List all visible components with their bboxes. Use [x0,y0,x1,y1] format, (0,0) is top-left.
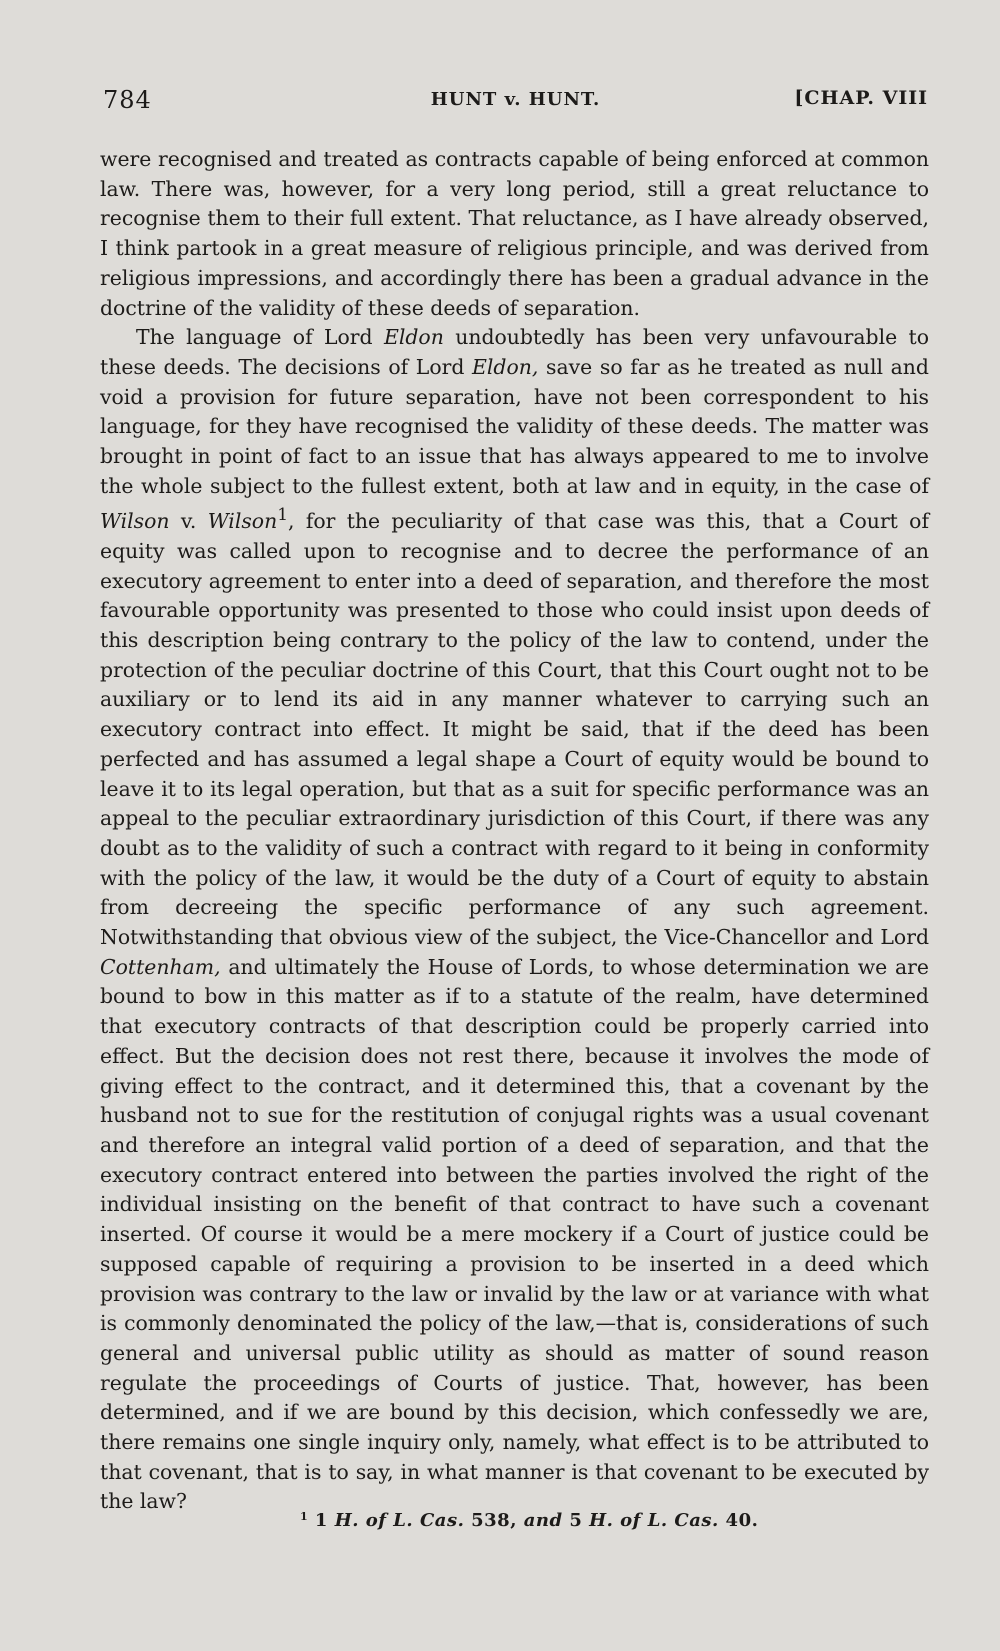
italic-text: Eldon [383,325,444,350]
text-run: v. [169,509,208,534]
text-run: and ultimately the House of Lords, to whose determination we are bound to bow in this matter as if to a statute of the realm, have determined that executory contracts of that description could be properly carried into effect. But the decision does not rest there, because it involves the mode of giving effect to the contract, and it determined this, that a covenant by the husband not to sue for the restitution of conjugal rights was a usual covenant and therefore an integral valid portion of a deed of separation, and that the executory contract entered into between the parties involved the right of the individual insisting on the benefit of that contract to have such a covenant inserted. Of course it would be a mere mockery if a Court of justice could be supposed capable of requiring a provision to be inserted in a deed which provision was contrary to the law or invalid by the law or at variance with what is commonly denominated the policy of the law,—that is, considerations of such general and universal public utility as should as matter of sound reason regulate the proceedings of Courts of justice. That, however, has been determined, and if we are bound by this decision, which confessedly we are, there remains one single inquiry only, namely, what effect is to be attributed to that covenant, that is to say, in what manner is that covenant to be executed by the law? [100,954,929,1514]
italic-text: H. of L. Cas. [334,1510,465,1531]
text-run: , for the peculiarity of that case was this, that a Court of equity was called upon to recognise and to decree the performance of an executory agreement to enter into a deed of separation, and therefore the most favourable opportunity was presented to those who could insist upon deeds of this description being contrary to the policy of the law to contend, under the protection of the peculiar doctrine of this Court, that this Court ought not to be auxiliary or to lend its aid in any manner whatever to carrying such an executory contract into effect. It might be said, that if the deed has been perfected and has assumed a legal shape a Court of equity would be bound to leave it to its legal operation, but that as a suit for specific performance was an appeal to the peculiar extraordinary jurisdiction of this Court, if there was any doubt as to the validity of such a contract with regard to it being in conformity with the policy of the law, it would be the duty of a Court of equity to abstain from decreeing the specific performance of any such agreement. Notwithstanding that obvious view of the subject, the Vice-Chancellor and Lord [100,509,930,950]
text-run: 1 [308,1510,335,1531]
italic-text: Wilson [207,509,278,534]
text-run: were recognised and treated as contracts capable of being enforced at common law. There was, however, for a very long period, still a great reluctance to recognise them to their full extent. That reluctance, as I have already observed, I think partook in a great measure of religious principle, and was derived from religious impressions, and accordingly there has been a gradual advance in the doctrine of the validity of these deeds of separation. [100,147,929,320]
text-run: 40. [718,1510,759,1531]
footnote-marker: 1 [300,1510,309,1523]
text-run: undoubtedly has been very unfavourable to these deeds. The decisions of Lord [100,325,929,379]
paragraph [100,323,929,1517]
italic-text: Wilson [100,509,170,534]
italic-text: Cottenham, [100,954,221,979]
running-title: HUNT v. HUNT. [430,89,601,110]
paragraph [100,145,929,323]
running-header [103,86,928,116]
body-text [100,145,929,1517]
page-number: 784 [103,86,152,114]
italic-text: Eldon, [472,354,539,379]
text-run: 538, [464,1510,524,1531]
text-run: 5 [562,1510,590,1531]
footnote [300,1510,758,1531]
chapter-label: [CHAP. VIII [794,87,928,109]
footnote-ref: 1 [277,505,289,526]
italic-text: and [523,1510,563,1531]
text-run: save so far as he treated as null and void a provision for future separation, have not been correspondent to his language, for they have recognised the validity of these deeds. The matter was brought in point of fact to an issue that has always appeared to me to involve the whole subject to the fullest extent, both at law and in equity, in the case of [100,354,929,498]
italic-text: H. of L. Cas. [589,1510,719,1531]
text-run: The language of Lord [136,325,384,350]
